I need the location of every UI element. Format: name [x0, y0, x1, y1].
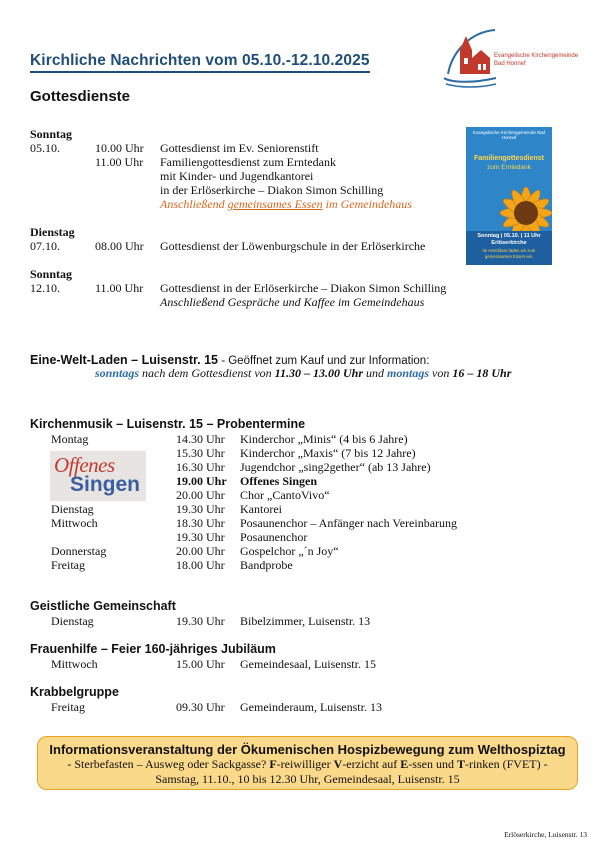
- group-place: Gemeindesaal, Luisenstr. 15: [240, 657, 376, 671]
- music-day: Montag: [51, 432, 89, 446]
- music-text: Chor „CantoVivo“: [240, 488, 330, 502]
- erntedank-poster: [466, 127, 552, 265]
- section-heading-gottesdienste: Gottesdienste: [30, 88, 131, 105]
- logo-line-2: Bad Honnef: [494, 61, 526, 67]
- note-part: im Gemeindehaus: [322, 197, 412, 211]
- hospiz-text: -rinken (FVET) -: [464, 757, 548, 771]
- poster-place: Erlöserkirche: [491, 240, 527, 246]
- music-day: Donnerstag: [51, 544, 107, 558]
- music-time: 19.30 Uhr: [176, 502, 225, 516]
- time-label: 10.00 Uhr: [95, 141, 144, 155]
- offenes-singen-image: [50, 451, 146, 501]
- hours-part: sonntags: [95, 366, 140, 380]
- music-time: 20.00 Uhr: [176, 544, 225, 558]
- hospiz-line-1: [38, 757, 577, 772]
- day-label: Dienstag: [30, 225, 75, 239]
- date-label: 12.10.: [30, 281, 60, 295]
- music-time: 18.30 Uhr: [176, 516, 225, 530]
- hours-part: und: [363, 366, 388, 380]
- eine-welt-heading: Eine-Welt-Laden – Luisenstr. 15: [30, 353, 219, 367]
- eine-welt-hours: [95, 366, 511, 381]
- frauenhilfe-heading: Frauenhilfe – Feier 160-jähriges Jubiläum: [30, 642, 276, 656]
- music-text: Offenes Singen: [240, 474, 318, 488]
- group-place: Bibelzimmer, Luisenstr. 13: [240, 614, 371, 628]
- group-place: Gemeinderaum, Luisenstr. 13: [240, 700, 382, 714]
- poster-title-1: Familiengottesdienst: [473, 155, 544, 162]
- service-text: mit Kinder- und Jugendkantorei: [160, 169, 314, 183]
- group-day: Dienstag: [51, 614, 94, 628]
- note-part: Anschließend: [160, 197, 228, 211]
- footer-text: Erlöserkirche, Luisenstr. 13: [504, 830, 587, 839]
- hospiz-text: -reiwilliger: [276, 757, 334, 771]
- music-day: Dienstag: [51, 502, 94, 516]
- geistliche-heading: Geistliche Gemeinschaft: [30, 599, 176, 613]
- time-label: 11.00 Uhr: [95, 155, 144, 169]
- hours-part: 16 – 18 Uhr: [452, 366, 512, 380]
- music-text: Kinderchor „Maxis“ (7 bis 12 Jahre): [240, 446, 416, 460]
- kirchenmusik-heading: Kirchenmusik – Luisenstr. 15 – Probentermine: [30, 417, 306, 431]
- service-text: Gottesdienst im Ev. Seniorenstift: [160, 141, 319, 155]
- music-text: Posaunenchor: [240, 530, 308, 544]
- music-time: 19.00 Uhr: [176, 474, 227, 488]
- day-label: Sonntag: [30, 127, 73, 141]
- music-text: Kinderchor „Minis“ (4 bis 6 Jahre): [240, 432, 408, 446]
- hospiz-line-2: Samstag, 11.10., 10 bis 12.30 Uhr, Gemeindesaal, Luisenstr. 15: [155, 772, 460, 786]
- music-text: Gospelchor „´n Joy“: [240, 544, 339, 558]
- music-day: Freitag: [51, 558, 85, 572]
- hospiz-letter: T: [456, 757, 465, 771]
- service-note: [160, 197, 412, 212]
- hospiz-letter: F: [269, 757, 277, 771]
- hospiz-text: -ssen und: [408, 757, 457, 771]
- time-label: 08.00 Uhr: [95, 239, 144, 253]
- hospiz-letter: E: [400, 757, 409, 771]
- service-text: Gottesdienst in der Erlöserkirche – Diakon Simon Schilling: [160, 281, 447, 295]
- time-label: 11.00 Uhr: [95, 281, 144, 295]
- krabbel-heading: Krabbelgruppe: [30, 685, 119, 699]
- offenes-image-text-2: Singen: [70, 473, 141, 496]
- poster-note: im Anschluss laden wir zum gemeinsamen Essen ein.: [482, 248, 536, 259]
- hours-part: von: [429, 366, 453, 380]
- service-text: in der Erlöserkirche – Diakon Simon Schilling: [160, 183, 384, 197]
- group-time: 15.00 Uhr: [176, 657, 225, 671]
- music-time: 19.30 Uhr: [176, 530, 225, 544]
- hospiz-heading: Informationsveranstaltung der Ökumenischen Hospizbewegung zum Welthospiztag: [49, 742, 566, 757]
- hospiz-text: -erzicht auf: [342, 757, 401, 771]
- music-time: 15.30 Uhr: [176, 446, 225, 460]
- date-label: 07.10.: [30, 239, 60, 253]
- music-text: Jugendchor „sing2gether“ (ab 13 Jahre): [240, 460, 431, 474]
- music-time: 16.30 Uhr: [176, 460, 225, 474]
- music-time: 18.00 Uhr: [176, 558, 225, 572]
- poster-org: Evangelische Kirchengemeinde Bad Honnef: [472, 130, 546, 140]
- hours-part: 11.30 – 13.00 Uhr: [274, 366, 364, 380]
- music-time: 14.30 Uhr: [176, 432, 225, 446]
- eine-welt-subtitle: - Geöffnet zum Kauf und zur Information:: [218, 355, 430, 367]
- hospiz-letter: V: [333, 757, 343, 771]
- group-time: 09.30 Uhr: [176, 700, 225, 714]
- offenes-image-text-1: Offenes: [54, 453, 115, 477]
- music-text: Bandprobe: [240, 558, 293, 572]
- music-day: Mittwoch: [51, 516, 98, 530]
- church-logo: [440, 22, 590, 92]
- note-part-underlined: gemeinsames Essen: [227, 197, 323, 211]
- hospiz-text: - Sterbefasten – Ausweg oder Sackgasse?: [67, 757, 270, 771]
- service-text: Familiengottesdienst zum Erntedank: [160, 155, 336, 169]
- hours-part: montags: [387, 366, 430, 380]
- poster-title-2: zum Erntedank: [487, 164, 531, 171]
- church-icon: [440, 22, 500, 92]
- page-title: Kirchliche Nachrichten vom 05.10.-12.10.2025: [30, 52, 370, 73]
- group-day: Freitag: [51, 700, 85, 714]
- service-text: Gottesdienst der Löwenburgschule in der Erlöserkirche: [160, 239, 426, 253]
- music-text: Posaunenchor – Anfänger nach Vereinbarung: [240, 516, 458, 530]
- date-label: 05.10.: [30, 141, 60, 155]
- hours-part: nach dem Gottesdienst von: [139, 366, 275, 380]
- music-time: 20.00 Uhr: [176, 488, 225, 502]
- poster-date: Sonntag | 05.10. | 11 Uhr: [477, 233, 541, 239]
- hospiz-info-box: [37, 736, 578, 790]
- sunflower-image: [466, 173, 552, 231]
- service-note: Anschließend Gespräche und Kaffee im Gemeindehaus: [160, 295, 425, 309]
- logo-line-1: Evangelische Kirchengemeinde: [494, 53, 579, 59]
- group-day: Mittwoch: [51, 657, 98, 671]
- group-time: 19.30 Uhr: [176, 614, 225, 628]
- day-label: Sonntag: [30, 267, 73, 281]
- music-text: Kantorei: [240, 502, 282, 516]
